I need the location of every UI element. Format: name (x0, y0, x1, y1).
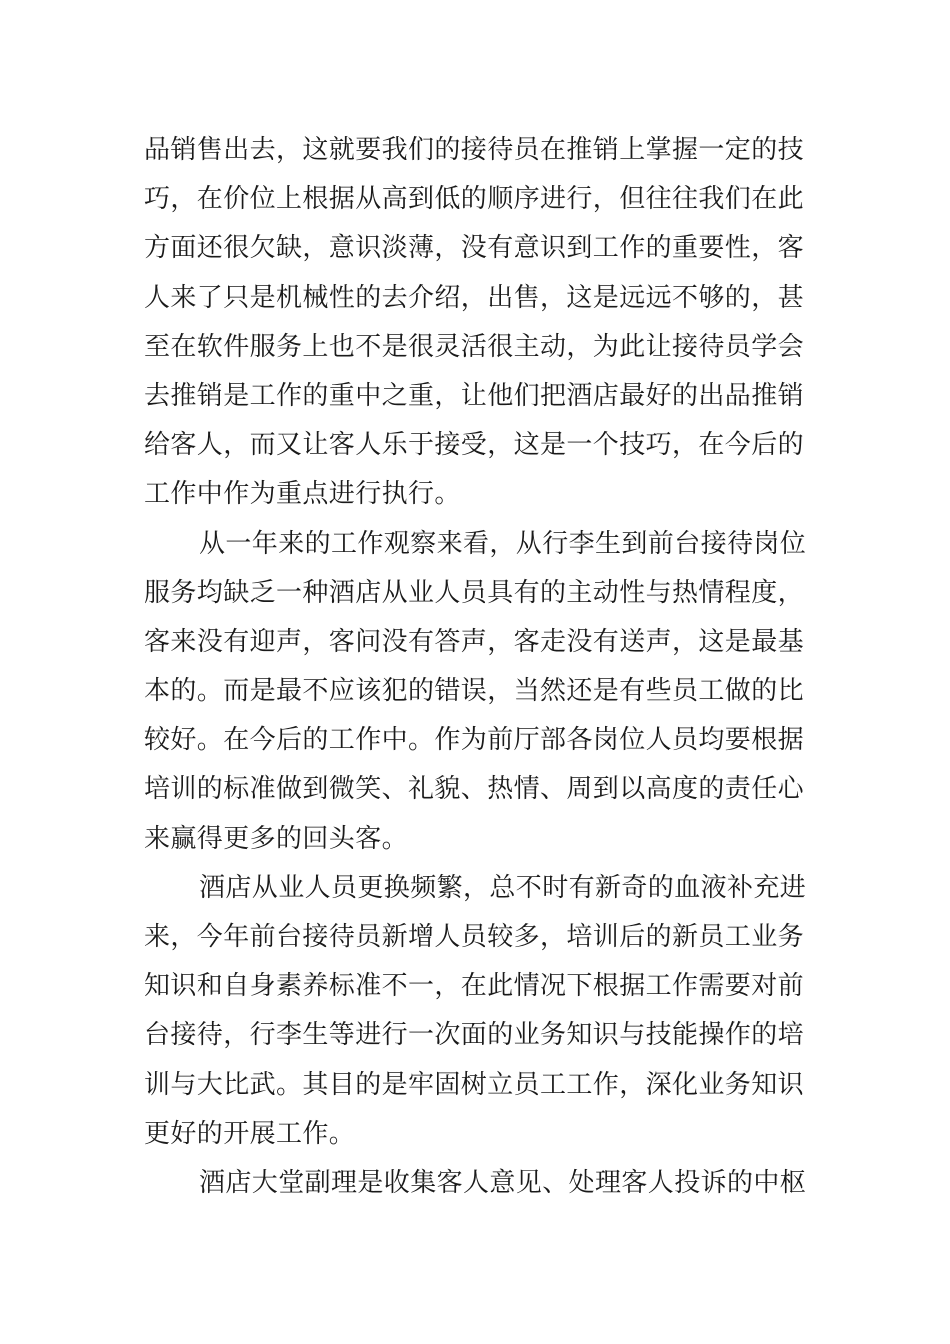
text-line: 至在软件服务上也不是很灵活很主动，为此让接待员学会 (144, 331, 805, 362)
paragraph (144, 1159, 808, 1208)
text-line: 给客人，而又让客人乐于接受，这是一个技巧，在今后的 (144, 430, 805, 461)
paragraph (144, 126, 808, 520)
text-line: 知识和自身素养标准不一，在此情况下根据工作需要对前 (144, 971, 805, 1002)
text-line: 工作中作为重点进行执行。 (144, 479, 461, 510)
text-line: 较好。在今后的工作中。作为前厅部各岗位人员均要根据 (144, 725, 805, 756)
text-line: 去推销是工作的重中之重，让他们把酒店最好的出品推销 (144, 380, 805, 411)
paragraph (144, 520, 808, 864)
text-line: 本的。而是最不应该犯的错误，当然还是有些员工做的比 (144, 676, 805, 707)
text-line: 酒店从业人员更换频繁，总不时有新奇的血液补充进 (199, 872, 807, 903)
text-line: 训与大比武。其目的是牢固树立员工工作，深化业务知识 (144, 1069, 805, 1100)
text-line: 人来了只是机械性的去介绍，出售，这是远远不够的，甚 (144, 282, 805, 313)
text-line: 培训的标准做到微笑、礼貌、热情、周到以高度的责任心 (144, 774, 805, 805)
text-line: 台接待，行李生等进行一次面的业务知识与技能操作的培 (144, 1020, 805, 1051)
text-line: 巧，在价位上根据从高到低的顺序进行，但往往我们在此 (144, 184, 805, 215)
text-line: 来，今年前台接待员新增人员较多，培训后的新员工业务 (144, 922, 805, 952)
paragraph (144, 864, 808, 1159)
text-line: 服务均缺乏一种酒店从业人员具有的主动性与热情程度， (144, 577, 805, 608)
text-line: 酒店大堂副理是收集客人意见、处理客人投诉的中枢 (199, 1167, 807, 1198)
text-line: 更好的开展工作。 (144, 1118, 356, 1149)
text-line: 品销售出去，这就要我们的接待员在推销上掌握一定的技 (144, 135, 805, 165)
text-line: 方面还很欠缺，意识淡薄，没有意识到工作的重要性，客 (144, 233, 805, 264)
text-line: 从一年来的工作观察来看，从行李生到前台接待岗位 (199, 528, 807, 559)
text-line: 客来没有迎声，客问没有答声，客走没有送声，这是最基 (144, 626, 805, 657)
document-body (144, 126, 808, 1208)
text-line: 来赢得更多的回头客。 (144, 823, 409, 854)
